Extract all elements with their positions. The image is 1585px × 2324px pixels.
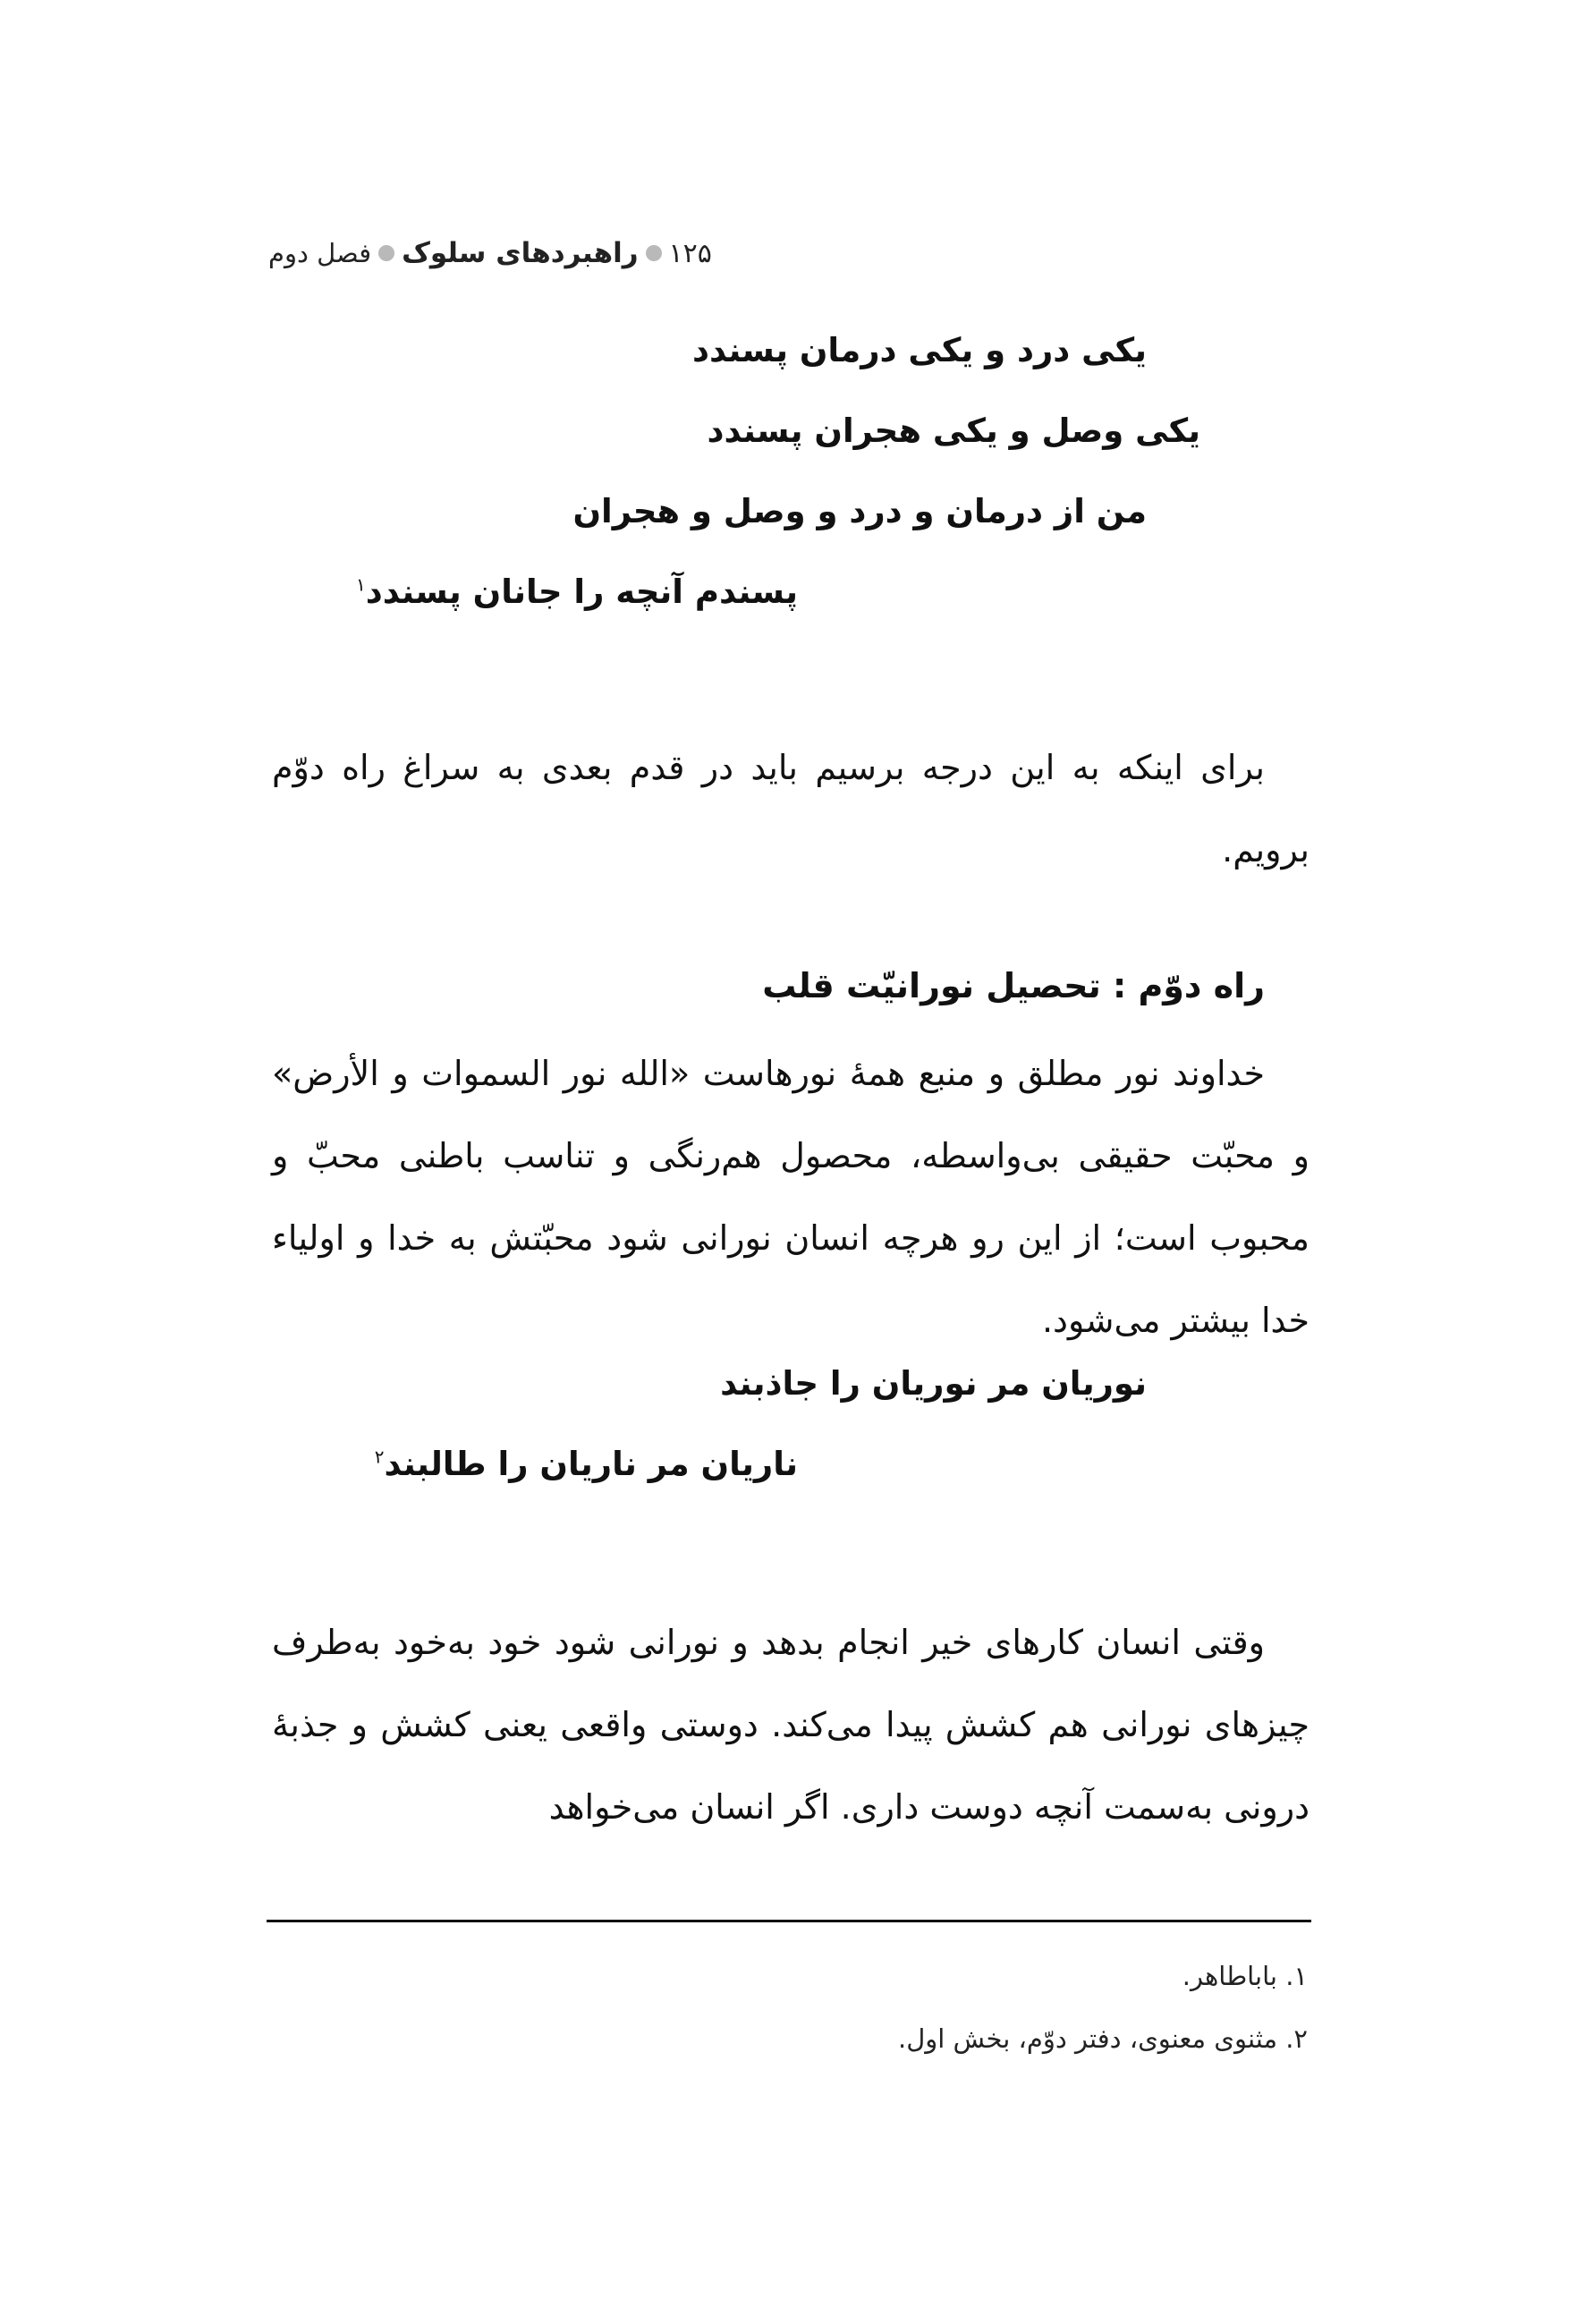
verse2-line2-text: ناریان مر ناریان را طالبند bbox=[384, 1445, 798, 1483]
bullet-dot-icon bbox=[646, 245, 662, 261]
book-title: راهبردهای سلوک bbox=[402, 237, 639, 269]
verse1-line1: یکی درد و یکی درمان پسندد bbox=[691, 331, 1147, 369]
verse1-line4-text: پسندم آنچه را جانان پسندد bbox=[365, 573, 798, 611]
verse1-line2: یکی وصل و یکی هجران پسندد bbox=[707, 411, 1200, 450]
section-paragraph: خداوند نور مطلق و منبع همهٔ نورهاست «الله نور السموات و الأرض» و محبّت حقیقی بی‌واسطه، محصول هم‌رنگی و تناسب باطنی محبّ و محبوب است؛ از این رو هرچه انسان نورانی شود محبّتش به خدا و اولیاء خدا بیشتر می‌شود. bbox=[272, 1054, 1310, 1340]
verse2-line2 bbox=[375, 1445, 798, 1483]
page-number: ۱۲۵ bbox=[668, 237, 712, 269]
running-header bbox=[268, 231, 1308, 276]
footnote-1: ۱. باباطاهر. bbox=[1182, 1961, 1308, 1991]
verse2-line1: نوریان مر نوریان را جاذبند bbox=[720, 1364, 1147, 1403]
section-heading: راه دوّم : تحصیل نورانیّت قلب bbox=[762, 966, 1265, 1005]
bullet-dot-icon bbox=[378, 245, 394, 261]
footnote-ref-1: ۱ bbox=[355, 573, 366, 596]
footnote-ref-2: ۲ bbox=[374, 1446, 385, 1468]
chapter-label: فصل دوم bbox=[268, 238, 372, 268]
paragraph-2: وقتی انسان کارهای خیر انجام بدهد و نورانی شود خود به‌خود به‌طرف چیزهای نورانی هم کشش پیدا می‌کند. دوستی واقعی یعنی کشش و جذبهٔ درونی به‌سمت آنچه دوست داری. اگر انسان می‌خواهد bbox=[272, 1623, 1310, 1827]
paragraph-1: برای اینکه به این درجه برسیم باید در قدم بعدی به سراغ راه دوّم برویم. bbox=[272, 748, 1310, 869]
verse1-line4 bbox=[356, 573, 798, 611]
footnote-2: ۲. مثنوی معنوی، دفتر دوّم، بخش اول. bbox=[897, 2023, 1308, 2054]
footnote-divider bbox=[267, 1920, 1311, 1922]
verse1-line3: من از درمان و درد و وصل و هجران bbox=[572, 492, 1147, 530]
